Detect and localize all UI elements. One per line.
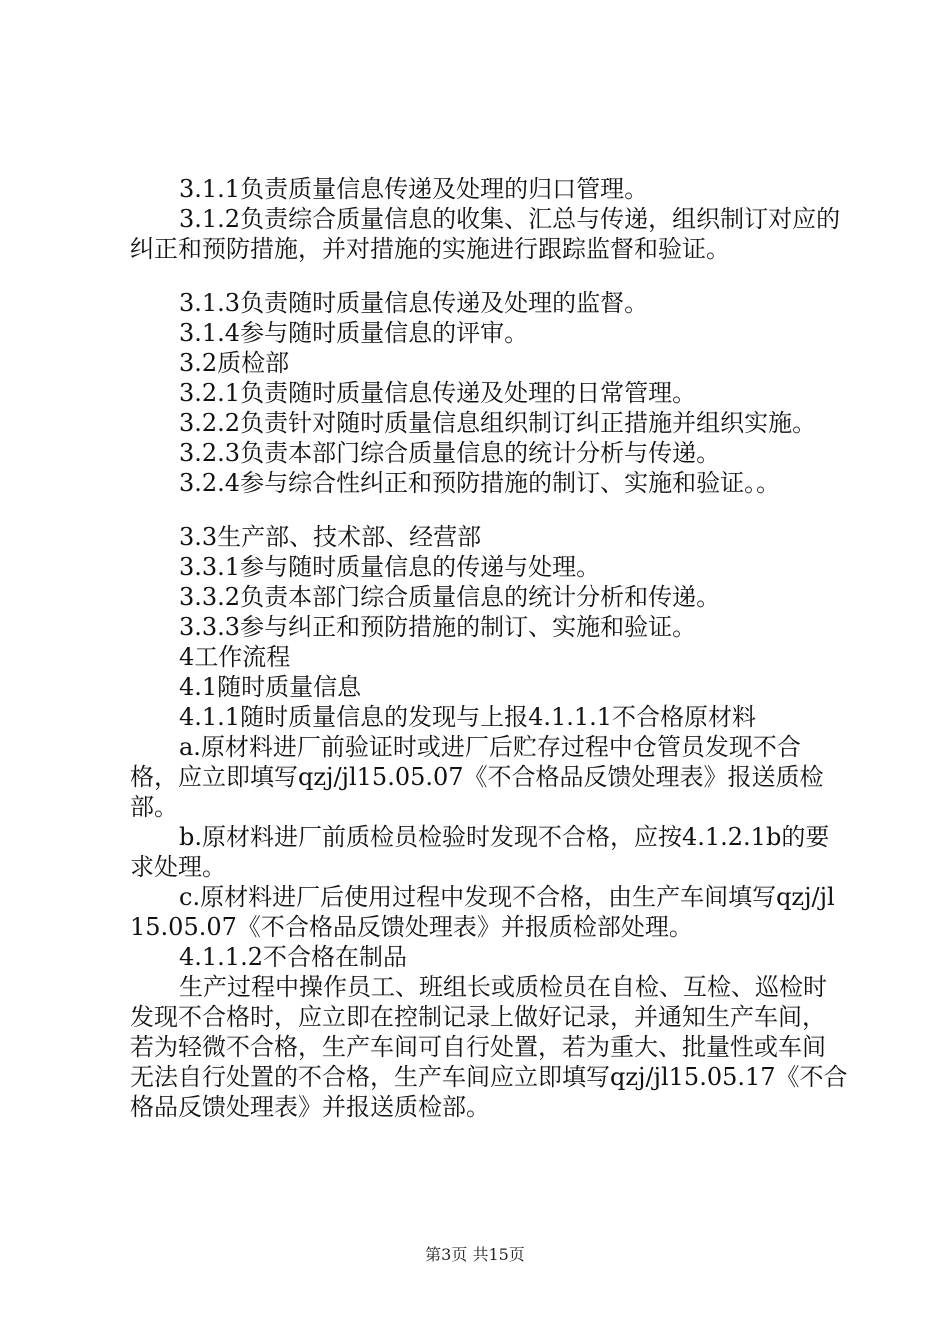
heading-3-2: 3.2质检部 — [179, 349, 290, 377]
paragraph-3-1-3: 3.1.3负责随时质量信息传递及处理的监督。 — [179, 289, 649, 317]
heading-4-1-1-2: 4.1.1.2不合格在制品 — [179, 943, 407, 971]
paragraph-item-b: b.原材料进厂前质检员检验时发现不合格，应按4.1.2.1b的要求处理。 — [130, 823, 830, 881]
paragraph-3-1-2: 3.1.2负责综合质量信息的收集、汇总与传递，组织制订对应的纠正和预防措施，并对措施的实施进行跟踪监督和验证。 — [130, 205, 841, 263]
heading-4-1: 4.1随时质量信息 — [179, 673, 362, 701]
heading-3-3: 3.3生产部、技术部、经营部 — [179, 523, 482, 551]
paragraph-3-3-2: 3.3.2负责本部门综合质量信息的统计分析和传递。 — [179, 583, 721, 611]
paragraph-item-c: c.原材料进厂后使用过程中发现不合格，由生产车间填写qzj/jl15.05.07《不合格品反馈处理表》并报质检部处理。 — [130, 883, 835, 941]
paragraph-3-2-4: 3.2.4参与综合性纠正和预防措施的制订、实施和验证。。 — [179, 469, 781, 497]
page-footer: 第3页 共15页 — [425, 1245, 525, 1264]
paragraph-gap — [130, 264, 848, 288]
document-body — [130, 174, 848, 1122]
paragraph-3-2-3: 3.2.3负责本部门综合质量信息的统计分析与传递。 — [179, 439, 721, 467]
paragraph-3-2-1: 3.2.1负责随时质量信息传递及处理的日常管理。 — [179, 379, 697, 407]
paragraph-4-1-1: 4.1.1随时质量信息的发现与上报4.1.1.1不合格原材料 — [179, 703, 757, 731]
paragraph-3-3-1: 3.3.1参与随时质量信息的传递与处理。 — [179, 553, 601, 581]
paragraph-in-process-nonconformity: 生产过程中操作员工、班组长或质检员在自检、互检、巡检时发现不合格时，应立即在控制记录上做好记录，并通知生产车间，若为轻微不合格，生产车间可自行处置，若为重大、批量性或车间无法自行处置的不合格，生产车间应立即填写qzj/jl15.05.17《不合格品反馈处理表》并报送质检部。 — [130, 973, 848, 1121]
paragraph-3-3-3: 3.3.3参与纠正和预防措施的制订、实施和验证。 — [179, 613, 697, 641]
paragraph-3-2-2: 3.2.2负责针对随时质量信息组织制订纠正措施并组织实施。 — [179, 409, 817, 437]
paragraph-item-a: a.原材料进厂前验证时或进厂后贮存过程中仓管员发现不合格，应立即填写qzj/jl15.05.07《不合格品反馈处理表》报送质检部。 — [130, 733, 824, 821]
paragraph-3-1-4: 3.1.4参与随时质量信息的评审。 — [179, 319, 529, 347]
paragraph-3-1-1: 3.1.1负责质量信息传递及处理的归口管理。 — [179, 175, 649, 203]
heading-4: 4工作流程 — [179, 643, 291, 671]
paragraph-gap — [130, 498, 848, 522]
